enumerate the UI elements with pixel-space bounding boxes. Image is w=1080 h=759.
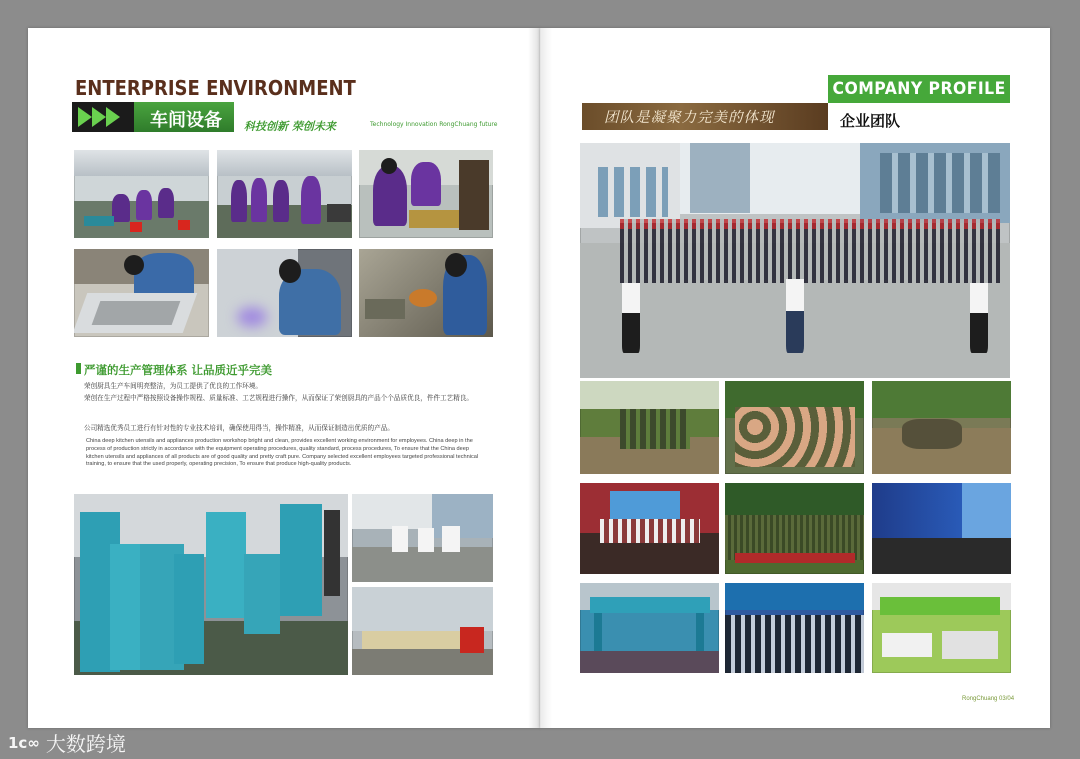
chevron-arrows-icon [72,102,134,132]
team-banner-text: 团队是凝聚力完美的体现 [604,110,775,126]
workshop-photo-2 [217,150,352,238]
delivery-truck-photo [352,587,493,675]
paragraph-cn-3: 公司精选优秀员工进行有针对性的专业技术培训，确保使用得当，操作精准，从而保证制造出优质的产品。 [84,424,394,432]
warehouse-photo [74,494,348,675]
event-stage-photo [580,483,719,574]
company-profile-box [828,75,1010,103]
assembly-photo [359,249,493,337]
exhibition-photo-1 [580,583,719,673]
welding-photo-1 [74,249,209,337]
section-heading: 严谨的生产管理体系 让品质近乎完美 [84,363,273,377]
training-photo-3 [872,381,1011,474]
paragraph-cn-2: 荣创在生产过程中严格按照设备操作规程、质量标准、工艺规程进行操作，从而保证了荣创厨具的产品个个品质优良，件件工艺精良。 [84,394,474,402]
watermark-logo: 1c∞ [8,733,40,752]
exhibition-photo-3 [872,583,1011,673]
team-assembly-photo [580,143,1010,378]
watermark [8,728,126,757]
workshop-photo-1 [74,150,209,238]
conference-photo [872,483,1011,574]
section-bullet [76,363,81,374]
workshop-equipment-title: 车间设备 [150,110,222,131]
team-banner [582,103,828,130]
company-profile-title: COMPANY PROFILE [832,79,1006,99]
training-photo-1 [580,381,719,474]
loading-dock-photo [352,494,493,582]
watermark-text: 大数跨境 [45,732,126,756]
enterprise-environment-title: ENTERPRISE ENVIRONMENT [75,76,356,100]
paragraph-cn-1: 荣创厨具生产车间明亮整洁，为员工提供了优良的工作环境。 [84,382,263,390]
paragraph-en: China deep kitchen utensils and appliances production workshop bright and clean, provides excellent working environment for employees. China deep in the process of production strictly in accordance with the equipment operating procedures, quality standard, process procedures, To ensure that the China deep kitchen utensils and appliances of all products are of good quality and pretty craft pure. Company selected excellent employees targeted professional technical training, to ensure that the used properly, operating precision, To ensure that produce high-quality products. [86,438,479,468]
training-photo-2 [725,381,864,474]
military-training-photo [725,483,864,574]
welding-photo-2 [217,249,352,337]
page-number: RongChuang 03/04 [962,696,1015,702]
exhibition-photo-2 [725,583,864,673]
slogan-cn: 科技创新 荣创未来 [244,120,336,133]
workshop-photo-3 [359,150,493,238]
slogan-en: Technology Innovation RongChuang future [370,121,498,128]
enterprise-team-title: 企业团队 [840,112,901,130]
